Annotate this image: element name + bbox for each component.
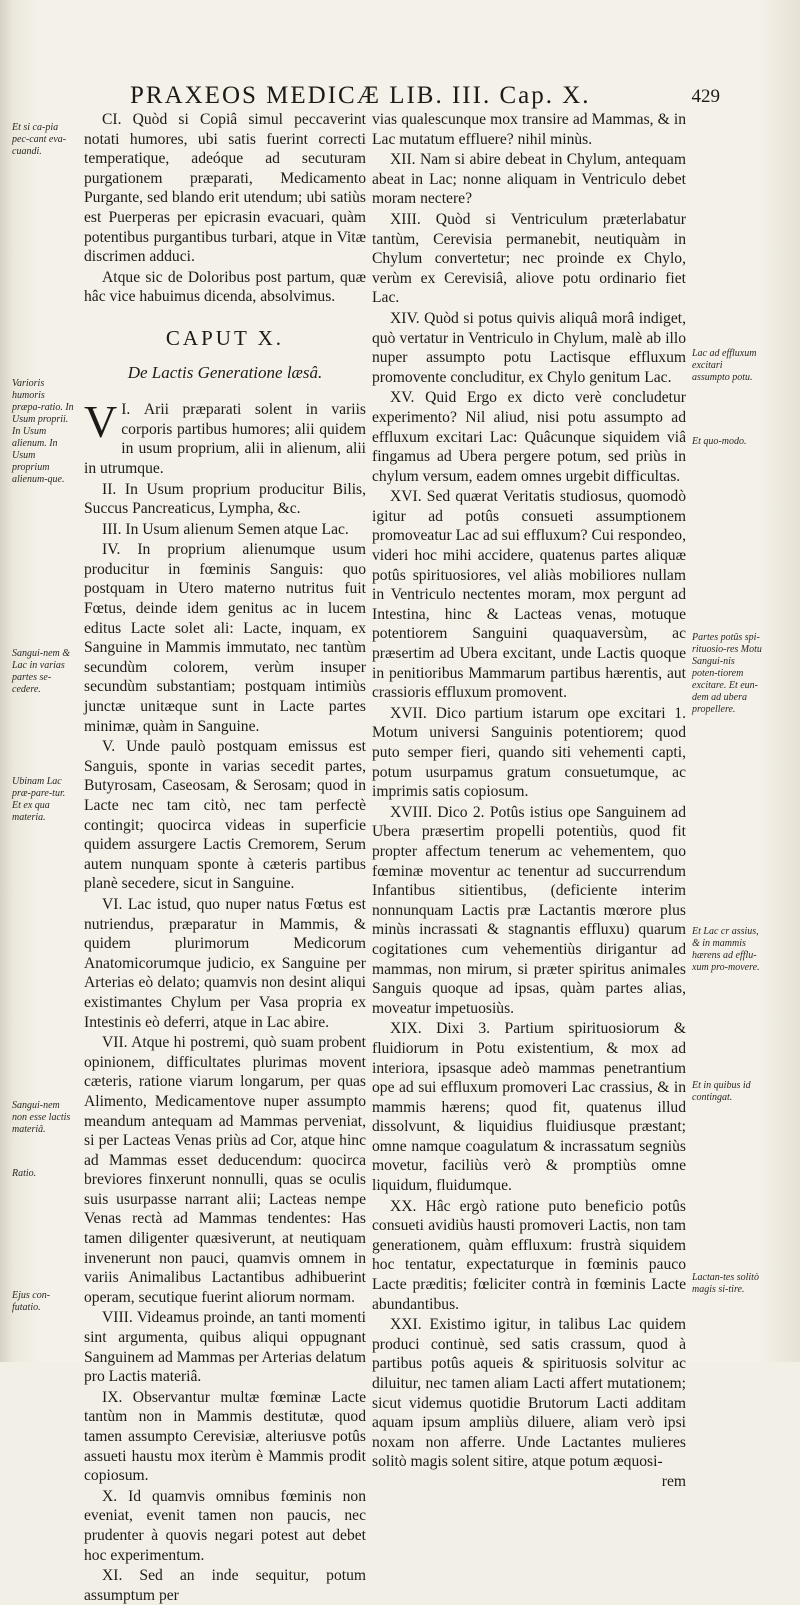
margin-note-left-7: Ejus con-futatio. bbox=[12, 1290, 51, 1313]
catchword: rem bbox=[661, 1472, 686, 1490]
paragraph-xviii: XVIII. Dico 2. Potûs istius ope Sanguinem ad Ubera præsertim propelli potentiùs, quod fit propter affectum tenerum ac vehementem, quo fœminæ moventur ac tenentur ad succurrendum Infantibus sitientibus, (deficiente interim nonnunquam Lactis præ Lactantis mœrore plus minùs incrassati & stagnantis effluxu) quarum cogitationes cum vehementiùs dirigantur ad mammas, non mirum, si præter spiritus animales Sanguis quoque ad ipsas, quàm partes alias, moveatur impetuosiùs. bbox=[372, 803, 686, 1017]
paragraph-iv: IV. In proprium alienumque usum producitur in fœminis Sanguis: quo postquam in Utero materno nutritus fuit Fœtus, deinde idem genitus ac in lucem editus Lacte solet ali: Lacte, inquam, ex Sanguine in Mammis immutato, nec tantùm secundùm colorem, verùm insuper secundùm substantiam; postquam intimiùs junctæ unitæque sunt in Lacte partes minimæ, quàm in Sanguine. bbox=[84, 541, 366, 735]
paragraph-xx: XX. Hâc ergò ratione puto beneficio potûs consueti avidiùs hausti promoveri Lactis, non tam generationem, quàm effluxum: frustrà siquidem hoc tentatur, expectaturque in fœminis pauco Lacte præditis; fœliciter contrà in fœminis Lacte abundantibus. bbox=[372, 1197, 686, 1313]
right-column bbox=[372, 110, 686, 1492]
margin-note-left-3: Sangui-nem & Lac in varias partes se-cedere. bbox=[12, 648, 71, 695]
paragraph-xiii: XIII. Quòd si Ventriculum præterlabatur tantùm, Cerevisia permanebit, neutiquàm in Chylum convertetur; nec proinde ex Chylo, verùm ex Cerevisiâ, aliove potu ordinario fiet Lac. bbox=[372, 210, 686, 307]
paragraph-ix: IX. Observantur multæ fœminæ Lacte tantùm non in Mammis destitutæ, quod tamen assumpto Cerevisiæ, alteriusve potûs assueti haustu mox iterùm è Mammis prodit copiosum. bbox=[84, 1388, 366, 1485]
paragraph-xi: XI. Sed an inde sequitur, potum assumptum per bbox=[84, 1567, 366, 1604]
margin-note-right-6: Lactan-tes solitò magis si-tire. bbox=[692, 1272, 759, 1295]
running-title: PRAXEOS MEDICÆ LIB. III. Cap. X. bbox=[130, 82, 591, 109]
margin-note-left-4: Ubinam Lac præ-pare-tur. Et ex qua materia. bbox=[12, 776, 66, 823]
paragraph-i-number: I. bbox=[121, 401, 131, 419]
paragraph-continuation: vias qualescunque mox transire ad Mammas, & in Lac mutatum effluere? nihil minùs. bbox=[372, 111, 686, 148]
margin-note-right-1: Lac ad effluxum excitari assumpto potu. bbox=[692, 348, 757, 383]
margin-note-left-5: Sangui-nem non esse lactis materiâ. bbox=[12, 1100, 71, 1135]
margin-note-left-1: Et si ca-pia pec-cant eva-cuandi. bbox=[12, 122, 67, 157]
margin-note-right-5: Et in quibus id contingat. bbox=[692, 1080, 751, 1103]
page-number: 429 bbox=[691, 86, 720, 107]
paragraph-xix: XIX. Dixi 3. Partium spirituosiorum & fluidiorum in Potu existentium, & mox ad interiora, ipsasque adeò mammas penetrantium ope ad sui effluxum promoveri Lac crassius, & in mammis hærens; quod fit, quatenus illud dissolvunt, & liquidius fluidiusque præstant; omne namque coagulatum & incrassatum segniùs movetur, faciliùs verò & promptiùs omne liquidum, fluidumque. bbox=[372, 1020, 686, 1195]
paragraph-xvi: XVI. Sed quærat Veritatis studiosus, quomodò igitur ad potûs consueti assumptionem promoveatur Lac ad sui effluxum? Cui respondeo, videri hoc mihi accidere, quatenus partes aliquæ potûs spirituosiores, vel aliàs mobiliores nullam in Ventriculo nectentes moram, mox pergunt ad Intestina, hinc & Lacteas venas, motuque potentiorem Sanguini quaquaversùm, ac præsertim ad Ubera excitant, unde Lactis quoque in penitioribus Mammarum partibus hærentis, aut crassioris effluxum promovent. bbox=[372, 488, 686, 702]
paragraph-viii: VIII. Videamus proinde, an tanti momenti sint argumenta, quibus aliqui oppugnant Sanguinem ad Mammas per Arterias delatum pro Lactis materiâ. bbox=[84, 1309, 366, 1386]
margin-note-right-4: Et Lac cr assius, & in mammis hærens ad efflu-xum pro-movere. bbox=[692, 926, 760, 973]
paragraph-ii: II. In Usum proprium producitur Bilis, Succus Pancreaticus, Lympha, &c. bbox=[84, 480, 366, 518]
paragraph-closing: Atque sic de Doloribus post partum, quæ hâc vice habuimus dicenda, absolvimus. bbox=[84, 268, 366, 306]
margin-note-left-6: Ratio. bbox=[12, 1168, 37, 1179]
paragraph-v: V. Unde paulò postquam emissus est Sanguis, sponte in varias secedit partes, Butyrosam, Caseosam, & Serosam; quod in Lacte nec tam citò, nec tam perfectè contingit; quocirca videas in superficie quidem assurgere Lactis Cremorem, Serum autem nunquam sponte à cæteris partibus planè secedere, sicut in Sanguine. bbox=[84, 738, 366, 893]
margin-note-right-2: Et quo-modo. bbox=[692, 436, 747, 447]
paragraph-xiv: XIV. Quòd si potus quivis aliquâ morâ indiget, quò vertatur in Ventriculo in Chylum, malè ab illo nuper assumpto potu Lactisque effluxum promovente concluditur, ex Chylo genitum Lac. bbox=[372, 309, 686, 386]
paragraph-ci: CI. Quòd si Copiâ simul peccaverint notati humores, ubi satis fuerint correcti temperatique, adeóque ad secuturam purgationem præparati, Medicamento Purgante, sed blando erit utendum; ubi satiùs est Puerperas per epicrasin evacuari, quàm potentibus purgantibus turbari, atque in Vitæ discrimen adduci. bbox=[84, 111, 366, 266]
drop-cap: V bbox=[84, 396, 118, 448]
paragraph-i bbox=[84, 396, 366, 478]
paragraph-xxi: XXI. Existimo igitur, in talibus Lac quidem produci continuè, sed satis crassum, quod à partibus potûs aqueis & spirituosis solvitur ac diluitur, nec tamen aliam Lacti affert mutationem; sicut videmus quotidie Brutorum Lacti additam aquam ipsum ampliùs diluere, aliam verò ipsi noxam non afferre. Unde Lactantes mulieres solitò magis solent sitire, atque potum æquosi- bbox=[372, 1316, 686, 1471]
paragraph-xvii: XVII. Dico partium istarum ope excitari 1. Motum universi Sanguinis potentiorem; quod puto semper fieri, quando siti vehementi capti, potum usurpamus gratum consuetumque, ac imprimis satis copiosum. bbox=[372, 704, 686, 801]
paragraph-xv: XV. Quid Ergo ex dicto verè concludetur experimento? Nil aliud, nisi potu assumpto ad effluxum excitari Lac: Quâcunque siquidem viâ fingamus ad Ubera pergere potum, sed priùs in chylum versum, eadem omnes urgebit difficultas. bbox=[372, 389, 686, 485]
paragraph-iii: III. In Usum alienum Semen atque Lac. bbox=[102, 520, 349, 538]
margin-note-right-3: Partes potûs spi-rituosio-res Motu Sangui-nis poten-tiorem excitare. Et eun-dem ad ubera propellere. bbox=[692, 632, 762, 715]
paragraph-vii: VII. Atque hi postremi, quò suam probent opinionem, difficultates plurimas movent cæteris, ratione viarum longarum, per quas Alimento, Medicamentove nuper assumpto meandum antequam ad Mammas perveniat, si per Lacteas Venas priùs ad Cor, atque hinc ad Mammas esset deducendum: quocirca breviores finxerunt nonnulli, quas se oculis suis usurpasse narrant alii; Lacteas nempe Venas rectà ad Mammas tendentes: Has tamen diligenter quæsiverunt, at neutiquam invenerunt non pauci, quamvis omnem in variis Animalibus Lactantibus adhibuerint operam, secutique fuerint aliorum normam. bbox=[84, 1034, 366, 1306]
paragraph-x: X. Id quamvis omnibus fœminis non eveniat, evenit tamen non paucis, nec prudenter à quovis negari potest aut debet hoc experimentum. bbox=[84, 1487, 366, 1564]
section-title: De Lactis Generatione læsâ. bbox=[127, 362, 323, 382]
left-column bbox=[84, 110, 366, 1605]
paragraph-i-text: Arii præparati solent in variis corporis partibus humores; alii quidem in usum proprium, alii in alienum, alii in utrumque. bbox=[84, 401, 366, 477]
chapter-title: CAPUT X. bbox=[165, 325, 285, 350]
paragraph-vi: VI. Lac istud, quo nuper natus Fœtus est nutriendus, præparatur in Mammis, & quidem plurimorum Medicorum Anatomicorumque judicio, ex Sanguine per Arterias eò delato; quamvis non desint aliqui existimantes Chylum per Vasa propria ex Intestinis eò deferri, atque in Lac abire. bbox=[84, 895, 366, 1031]
margin-note-left-2: Varioris humoris præpa-ratio. In Usum proprii. In Usum alienum. In Usum proprium alienum-que. bbox=[12, 378, 74, 485]
paragraph-xii: XII. Nam si abire debeat in Chylum, antequam abeat in Lac; nonne aliquam in Ventriculo debet moram nectere? bbox=[372, 151, 686, 208]
